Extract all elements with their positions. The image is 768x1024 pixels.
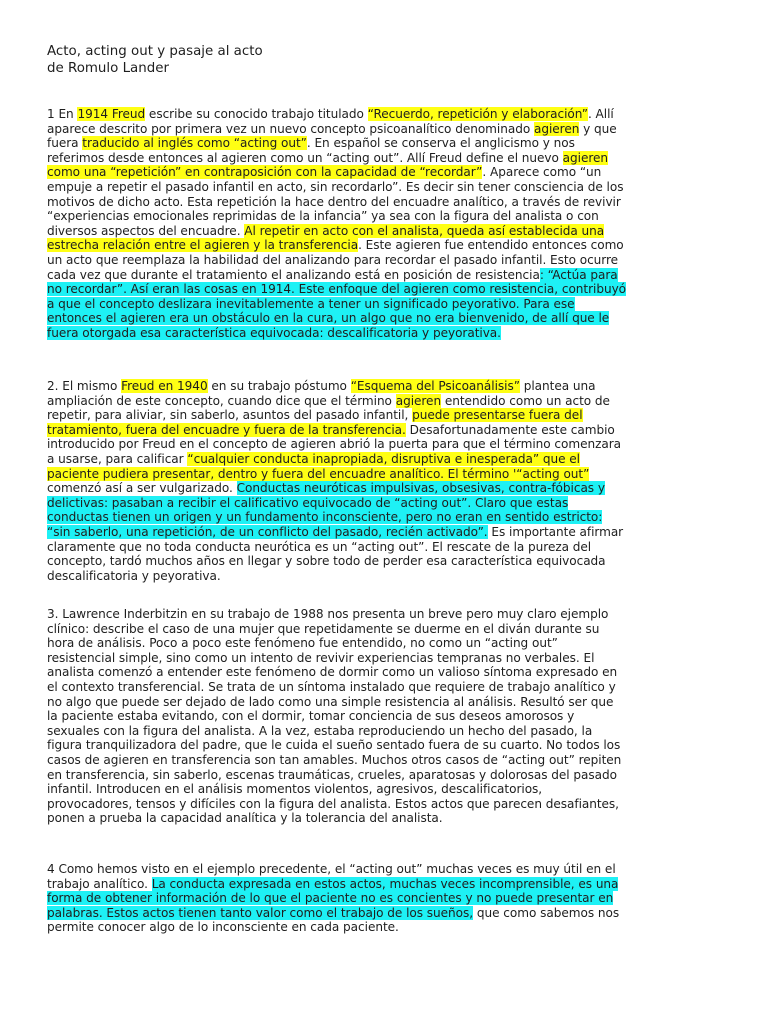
highlighted-text: Conductas neuróticas impulsivas, obsesivas, contra-fóbicas y delictivas: pasaban a recibir el calificativo equivocado de “acting out”. Claro que estas conductas tienen un origen y un fundamento inconsciente, pero no eran en sentido estricto: “sin saberlo, una repetición, de un conflicto del pasado, recién activado”.	[47, 481, 605, 539]
highlighted-text: Freud en 1940	[121, 379, 208, 393]
body-text: entendido como un acto de repetir, para aliviar, sin saberlo, asuntos del pasado infantil,	[47, 393, 610, 423]
highlighted-text: Al repetir en acto con el analista, queda así establecida una estrecha relación entre el agieren y la transferencia	[47, 223, 605, 253]
body-text: 1 En	[47, 107, 78, 121]
highlighted-text: 1914 Freud	[77, 107, 146, 121]
body-text: que como sabemos nos permite conocer algo de lo inconsciente en cada paciente.	[47, 905, 620, 935]
highlighted-text: agieren	[395, 393, 442, 408]
body-text: 3. Lawrence Inderbitzin en su trabajo de 1988 nos presenta un breve pero muy claro ejemplo clínico: describe el caso de una mujer que repetidamente se duerme en el diván durante su hora de análisis. Poco a poco este fenómeno fue entendido, no como un “acting out” resistencial simple, sino como un intento de revivir experiencias tempranas no verbales. El analista comenzó a entender este fenómeno de dormir como un valioso síntoma expresado en el contexto transferencial. Se trata de un síntoma instalado que requiere de trabajo analítico y no algo que puede ser dejado de lado como una simple resistencia al análisis. Resultó ser que la paciente estaba evitando, con el dormir, tomar conciencia de sus deseos amorosos y sexuales con la figura del analista. A la vez, estaba reproduciendo un hecho del pasado, la figura tranquilizadora del padre, que le cuida el sueño sentado fuera de su cuarto. No todos los casos de agieren en transferencia son tan amables. Muchos otros casos de “acting out” repiten en transferencia, sin saberlo, escenas traumáticas, crueles, aparatosas y dolorosas del pasado infantil. Introducen en el análisis momentos violentos, agresivos, descalificatorios, provocadores, tensos y difíciles con la figura del analista. Estos actos que parecen desafiantes, ponen a prueba la capacidad analítica y la tolerancia del analista.	[47, 607, 622, 826]
body-text: 2. El mismo	[47, 379, 122, 393]
highlighted-text: : “Actúa para no recordar”. Así eran las cosas en 1914. Este enfoque del agieren como resistencia, contribuyó a que el concepto deslizara inevitablemente a tener un significado peyorativo. Para ese entonces el agieren era un obstáculo en la cura, un algo que no era bienvenido, de allí que le fuera otorgada esa característica equivocada: descalificatoria y peyorativa.	[47, 267, 627, 340]
highlighted-text: agieren	[533, 121, 580, 136]
body-text: 4 Como hemos visto en el ejemplo precedente, el “acting out” muchas veces es muy útil en el trabajo analítico.	[47, 862, 616, 891]
highlighted-text: “cualquier conducta inapropiada, disruptiva e inesperada” que el paciente pudiera presentar, dentro y fuera del encuadre analítico. El término '“acting out”	[47, 451, 590, 481]
body-text: escribe su conocido trabajo titulado	[145, 107, 368, 121]
highlighted-text: agieren como una “repetición” en contraposición con la capacidad de “recordar”	[47, 150, 609, 180]
title-line: Acto, acting out y pasaje al acto	[47, 44, 263, 59]
body-text: . En español se conserva el anglicismo y nos referimos desde entonces al agieren como un “acting out”. Allí Freud define el nuevo	[47, 136, 575, 165]
highlighted-text: “Recuerdo, repetición y elaboración”	[367, 107, 588, 121]
highlighted-text: puede presentarse fuera del tratamiento, fuera del encuadre y fuera de la transferencia.	[47, 408, 583, 437]
paragraph-2	[47, 379, 627, 583]
body-text: comenzó así a ser vulgarizado.	[47, 481, 237, 496]
body-text: plantea una ampliación de este concepto, cuando dice que el término	[47, 379, 596, 408]
body-text: Desafortunadamente este cambio introducido por Freud en el concepto de agieren abrió la puerta para que el término comenzara a usarse, para calificar	[47, 422, 622, 466]
highlighted-text: “Esquema del Psicoanálisis”	[350, 379, 520, 393]
highlighted-text: La conducta expresada en estos actos, muchas veces incomprensible, es una forma de obtener información de lo que el paciente no es concientes y no puede presentar en palabras. Estos actos tienen tanto valor como el trabajo de los sueños,	[47, 876, 619, 920]
author-line: de Romulo Lander	[47, 61, 169, 76]
paragraph-4	[47, 862, 627, 935]
body-text: . Aparece como “un empuje a repetir el pasado infantil en acto, sin recordarlo”. Es decir sin tener consciencia de los motivos de dicho acto. Esta repetición la hace dentro del encuadre analítico, a través de revivir “experiencias emocionales reprimidas de la infancia” ya sea con la figura del analista o con diversos aspectos del encuadre.	[47, 165, 624, 238]
highlighted-text: traducido al inglés como “acting out”	[82, 136, 307, 151]
body-text: Es importante afirmar claramente que no toda conducta neurótica es un “acting out”. El rescate de la pureza del concepto, tardó muchos años en llegar y sobre todo de perder esa característica equivocada descalificatoria y peyorativa.	[47, 524, 624, 583]
paragraph-3	[47, 607, 627, 826]
body-text: . Este agieren fue entendido entonces como un acto que reemplaza la habilidad del analizando para recordar el pasado infantil. Esto ocurre cada vez que durante el tratamiento el analizando está en posición de resistencia	[47, 238, 624, 282]
body-text: . Allí aparece descrito por primera vez un nuevo concepto psicoanalítico denominado	[47, 107, 614, 136]
paragraph-1	[47, 107, 627, 341]
body-text: y que fuera	[47, 121, 617, 151]
document-title	[47, 43, 263, 77]
body-text: en su trabajo póstumo	[207, 379, 351, 393]
